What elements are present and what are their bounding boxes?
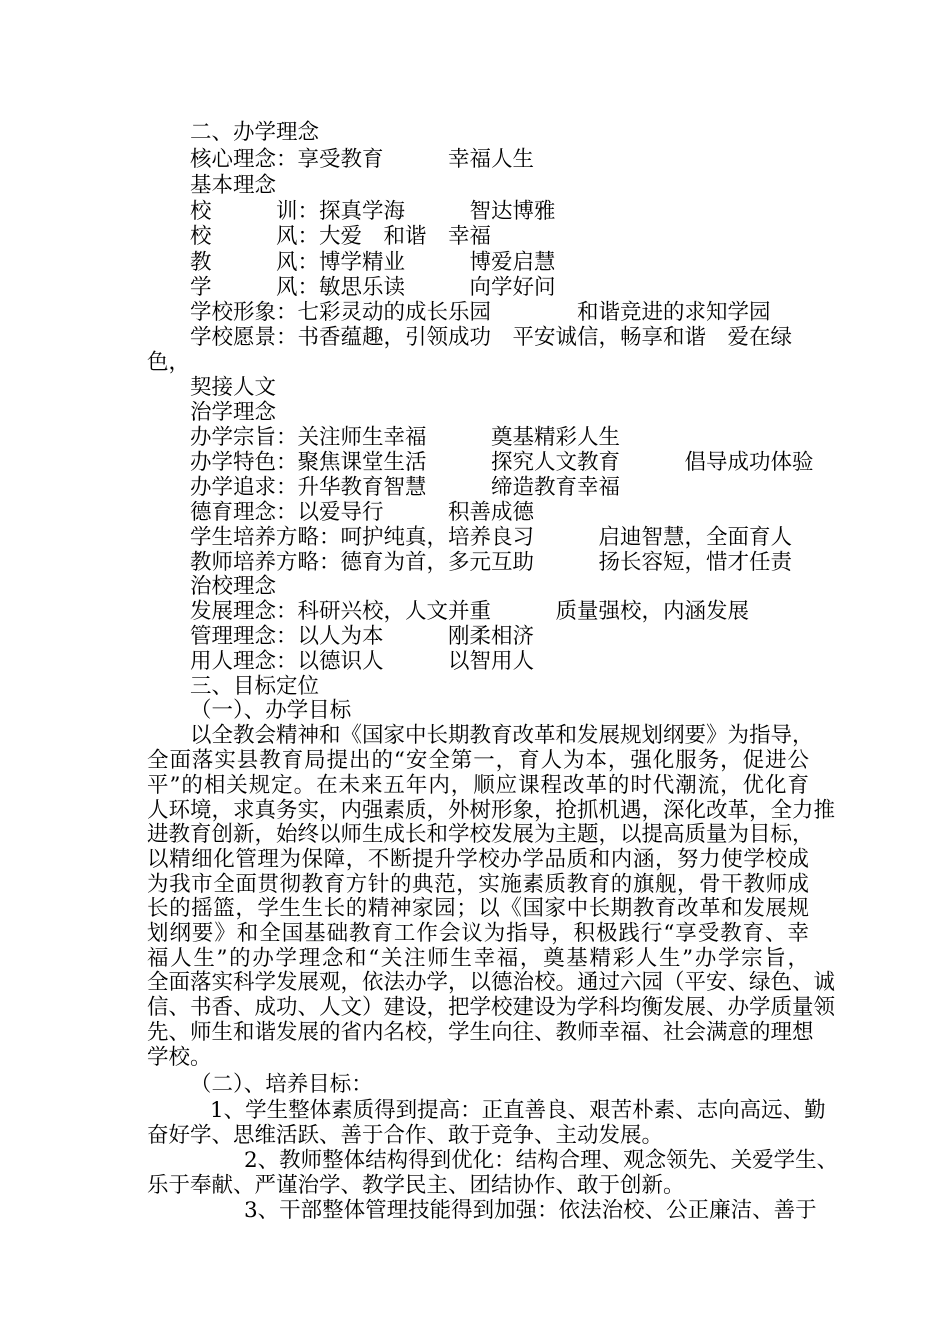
para1-line-8: 长的摇篮，学生生长的精神家园；以《国家中长期教育改革和发展规 [147,896,809,921]
goal2-line-1: 2、教师整体结构得到优化：结构合理、观念领先、关爱学生、 [244,1148,839,1173]
teacher-strategy-line: 教师培养方略：德育为首，多元互助 扬长容短，惜才任责 [190,550,793,575]
section2-title: 二、办学理念 [190,120,320,145]
school-image-line: 学校形象：七彩灵动的成长乐园 和谐竞进的求知学园 [190,300,771,325]
para1-line-12: 信、书香、成功、人文）建设，把学校建设为学科均衡发展、办学质量领 [147,995,836,1020]
sub1-title: （一）、办学目标 [190,698,352,723]
para1-line-4: 人环境，求真务实，内强素质，外树形象，抢抓机遇，深化改革，全力推 [147,798,836,823]
para1-line-13: 先、师生和谐发展的省内名校，学生向往、教师幸福、社会满意的理想 [147,1020,814,1045]
management-line: 管理理念：以人为本 刚柔相济 [190,624,535,649]
goal3-line-1: 3、干部整体管理技能得到加强：依法治校、公正廉洁、善于 [244,1198,817,1223]
goal1-line-2: 奋好学、思维活跃、善于合作、敢于竞争、主动发展。 [147,1123,664,1148]
moral-line: 德育理念：以爱导行 积善成德 [190,500,535,525]
para1-line-7: 为我市全面贯彻教育方针的典范，实施素质教育的旗舰，骨干教师成 [147,872,809,897]
study-style-line: 学 风：敏思乐读 向学好问 [190,275,556,300]
motto-line: 校 训：探真学海 智达博雅 [190,199,556,224]
feature-line: 办学特色：聚焦课堂生活 探究人文教育 倡导成功体验 [190,450,814,475]
teaching-style-line: 教 风：博学精业 博爱启慧 [190,250,556,275]
vision-line-2: 色， [147,350,191,375]
school-spirit-line: 校 风：大爱 和谐 幸福 [190,224,492,249]
student-strategy-line: 学生培养方略：呵护纯真，培养良习 启迪智慧，全面育人 [190,525,793,550]
vision-line-1: 学校愿景：书香蕴趣，引领成功 平安诚信，畅享和谐 爱在绿 [190,325,793,350]
para1-line-9: 划纲要》和全国基础教育工作会议为指导，积极践行“享受教育、幸 [147,921,809,946]
core-idea-line: 核心理念：享受教育 幸福人生 [190,147,535,172]
para1-line-11: 全面落实科学发展观，依法办学，以德治校。通过六园（平安、绿色、诚 [147,970,836,995]
vision-line-3: 契接人文 [190,375,277,400]
para1-line-6: 以精细化管理为保障，不断提升学校办学品质和内涵，努力使学校成 [147,847,809,872]
governance-idea-heading: 治学理念 [190,400,277,425]
purpose-line: 办学宗旨：关注师生幸福 奠基精彩人生 [190,425,621,450]
para1-line-2: 全面落实县教育局提出的“安全第一，育人为本，强化服务，促进公 [147,748,809,773]
para1-line-10: 福人生”的办学理念和“关注师生幸福，奠基精彩人生”办学宗旨， [147,946,809,971]
para1-line-1: 以全教会精神和《国家中长期教育改革和发展规划纲要》为指导， [190,723,814,748]
para1-line-14: 学校。 [147,1045,212,1070]
sub2-title: （二）、培养目标： [190,1072,373,1097]
development-line: 发展理念：科研兴校，人文并重 质量强校，内涵发展 [190,599,750,624]
para1-line-3: 平”的相关规定。在未来五年内，顺应课程改革的时代潮流，优化育 [147,773,809,798]
goal2-line-2: 乐于奉献、严谨治学、教学民主、团结协作、敢于创新。 [147,1173,685,1198]
section3-title: 三、目标定位 [190,674,320,699]
goal1-line-1: 1、学生整体素质得到提高：正直善良、艰苦朴素、志向高远、勤 [210,1098,826,1123]
pursuit-line: 办学追求：升华教育智慧 缔造教育幸福 [190,475,621,500]
employment-line: 用人理念：以德识人 以智用人 [190,649,535,674]
para1-line-5: 进教育创新，始终以师生成长和学校发展为主题，以提高质量为目标， [147,822,814,847]
management-idea-heading: 治校理念 [190,574,277,599]
basic-idea-heading: 基本理念 [190,173,277,198]
